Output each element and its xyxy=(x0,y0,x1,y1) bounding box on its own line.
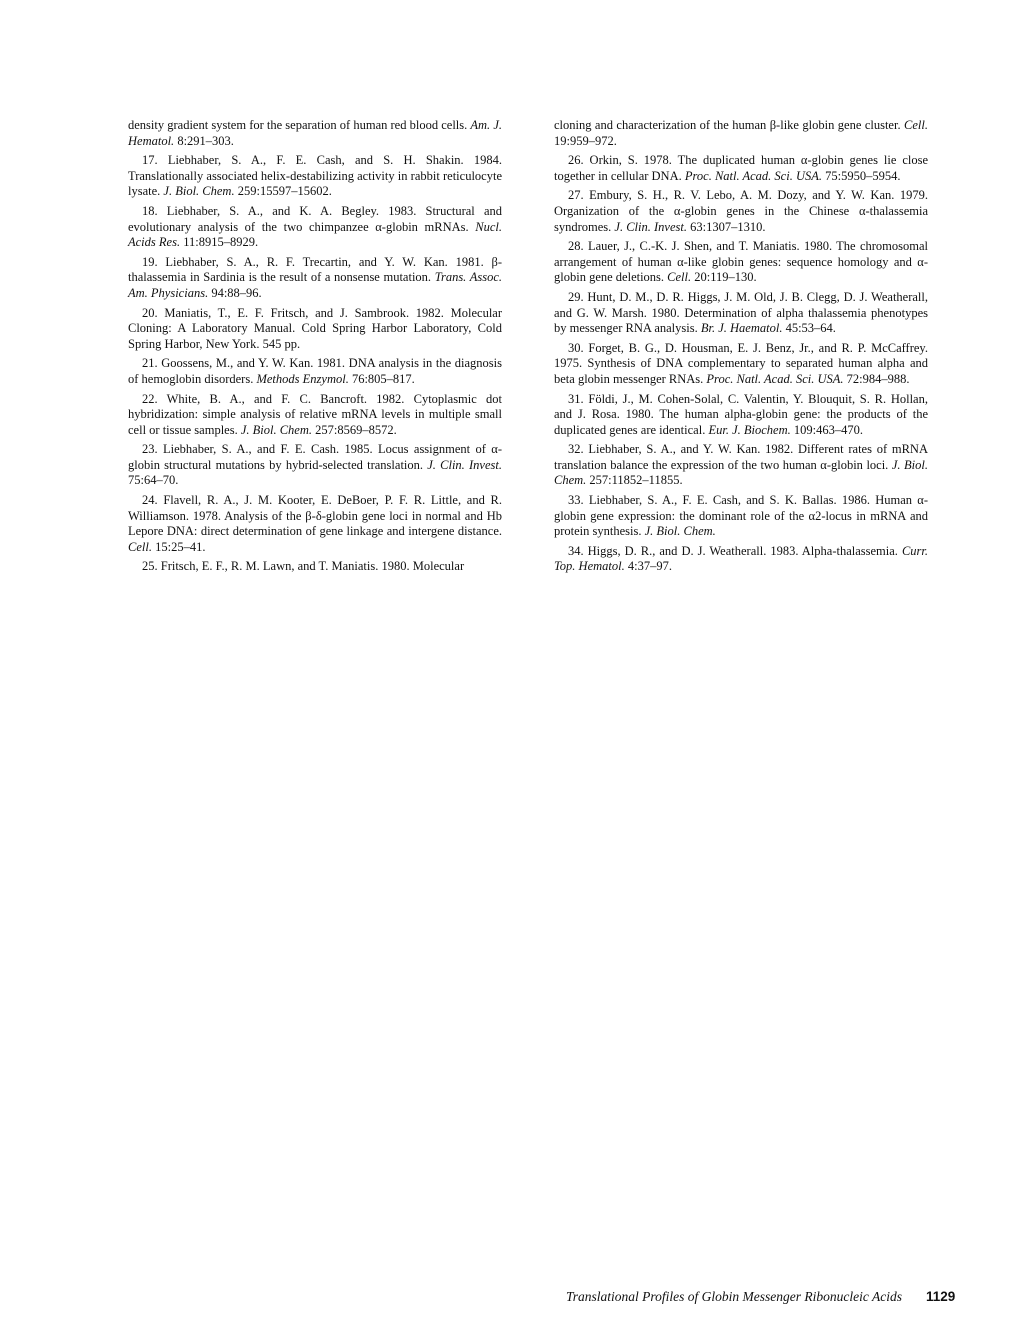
reference-entry: 30. Forget, B. G., D. Housman, E. J. Benz, Jr., and R. P. McCaffrey. 1975. Synthesis of DNA complementary to separated human alpha and beta globin messenger RNAs. Proc. Natl. Acad. Sci. USA. 72:984–988. xyxy=(554,340,928,386)
reference-entry: 34. Higgs, D. R., and D. J. Weatherall. 1983. Alpha-thalassemia. Curr. Top. Hematol. 4:37–97. xyxy=(554,543,928,574)
reference-entry: 32. Liebhaber, S. A., and Y. W. Kan. 1982. Different rates of mRNA translation balance the expression of the two human α-globin loci. J. Biol. Chem. 257:11852–11855. xyxy=(554,442,928,488)
reference-entry: 20. Maniatis, T., E. F. Fritsch, and J. Sambrook. 1982. Molecular Cloning: A Laboratory Manual. Cold Spring Harbor Laboratory, Cold Spring Harbor, New York. 545 pp. xyxy=(128,305,502,351)
reference-column-left xyxy=(128,118,502,579)
reference-column-right xyxy=(554,118,928,579)
reference-entry: 27. Embury, S. H., R. V. Lebo, A. M. Dozy, and Y. W. Kan. 1979. Organization of the α-globin genes in the Chinese α-thalassemia syndromes. J. Clin. Invest. 63:1307–1310. xyxy=(554,188,928,234)
reference-entry: 29. Hunt, D. M., D. R. Higgs, J. M. Old, J. B. Clegg, D. J. Weatherall, and G. W. Marsh. 1980. Determination of alpha thalassemia phenotypes by messenger RNA analysis. Br. J. Haematol. 45:53–64. xyxy=(554,289,928,336)
running-title: Translational Profiles of Globin Messenger Ribonucleic Acids xyxy=(566,1289,902,1304)
reference-entry: 22. White, B. A., and F. C. Bancroft. 1982. Cytoplasmic dot hybridization: simple analysis of relative mRNA levels in multiple small cell or tissue samples. J. Biol. Chem. 257:8569–8572. xyxy=(128,391,502,437)
reference-entry: 24. Flavell, R. A., J. M. Kooter, E. DeBoer, P. F. R. Little, and R. Williamson. 1978. Analysis of the β-δ-globin gene loci in normal and Hb Lepore DNA: direct determination of gene linkage and intergene distance. Cell. 15:25–41. xyxy=(128,493,502,554)
reference-entry: 33. Liebhaber, S. A., F. E. Cash, and S. K. Ballas. 1986. Human α-globin gene expression: the dominant role of the α2-locus in mRNA and protein synthesis. J. Biol. Chem. xyxy=(554,493,928,539)
page-footer xyxy=(0,1289,1020,1307)
reference-entry: 26. Orkin, S. 1978. The duplicated human α-globin genes lie close together in cellular DNA. Proc. Natl. Acad. Sci. USA. 75:5950–5954. xyxy=(554,153,928,183)
reference-entry: 23. Liebhaber, S. A., and F. E. Cash. 1985. Locus assignment of α-globin structural mutations by hybrid-selected translation. J. Clin. Invest. 75:64–70. xyxy=(128,442,502,488)
reference-entry: 17. Liebhaber, S. A., F. E. Cash, and S. H. Shakin. 1984. Translationally associated helix-destabilizing activity in rabbit reticulocyte lysate. J. Biol. Chem. 259:15597–15602. xyxy=(128,153,502,199)
reference-entry: 28. Lauer, J., C.-K. J. Shen, and T. Maniatis. 1980. The chromosomal arrangement of human α-like globin genes: sequence homology and α-globin gene deletions. Cell. 20:119–130. xyxy=(554,239,928,285)
reference-entry: 19. Liebhaber, S. A., R. F. Trecartin, and Y. W. Kan. 1981. β-thalassemia in Sardinia is the result of a nonsense mutation. Trans. Assoc. Am. Physicians. 94:88–96. xyxy=(128,254,502,300)
page-number: 1129 xyxy=(926,1289,956,1304)
reference-entry: 25. Fritsch, E. F., R. M. Lawn, and T. Maniatis. 1980. Molecular xyxy=(142,559,465,574)
reference-entry: density gradient system for the separation of human red blood cells. Am. J. Hematol. 8:291–303. xyxy=(128,118,502,148)
reference-entry: 18. Liebhaber, S. A., and K. A. Begley. 1983. Structural and evolutionary analysis of the two chimpanzee α-globin mRNAs. Nucl. Acids Res. 11:8915–8929. xyxy=(128,203,502,250)
reference-entry: 21. Goossens, M., and Y. W. Kan. 1981. DNA analysis in the diagnosis of hemoglobin disorders. Methods Enzymol. 76:805–817. xyxy=(128,356,502,386)
reference-entry: cloning and characterization of the human β-like globin gene cluster. Cell. 19:959–972. xyxy=(554,118,928,148)
reference-entry: 31. Földi, J., M. Cohen-Solal, C. Valentin, Y. Blouquit, S. R. Hollan, and J. Rosa. 1980. The human alpha-globin gene: the products of the duplicated genes are identical. Eur. J. Biochem. 109:463–470. xyxy=(554,391,928,437)
